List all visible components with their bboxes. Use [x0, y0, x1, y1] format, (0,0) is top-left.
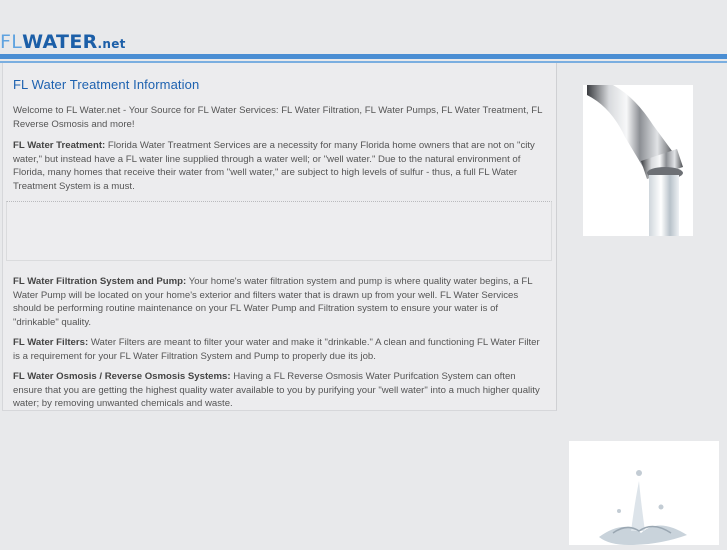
- section-heading: FL Water Osmosis / Reverse Osmosis Systems:: [13, 371, 231, 382]
- faucet-image: [583, 85, 693, 236]
- ad-placeholder: [6, 201, 552, 261]
- page-title: FL Water Treatment Information: [13, 77, 200, 92]
- section-water-treatment: [13, 139, 543, 193]
- intro-paragraph: Welcome to FL Water.net - Your Source for FL Water Services: FL Water Filtration, FL Water Pumps, FL Water Treatment, FL Reverse Osmosis and more!: [13, 105, 543, 130]
- logo-water: WATER: [22, 31, 98, 53]
- section-text: Water Filters are meant to filter your water and make it "drinkable." A clean and functioning FL Water Filter is a requirement for your FL Water Filtration System and Pump to properly due its job.: [13, 337, 540, 362]
- section-text: Your home's water filtration system and pump is where quality water begins, a FL Water Pump will be located on your home's exterior and filters water that is drawn up from your well. FL Water Services should be performing routine maintenance on your FL Water Pump and Filtration system to ensure your water is of "drinkable" quality.: [13, 276, 533, 328]
- section-reverse-osmosis: [13, 370, 543, 411]
- section-heading: FL Water Filtration System and Pump:: [13, 276, 187, 287]
- logo-net: .net: [97, 37, 126, 51]
- section-heading: FL Water Treatment:: [13, 140, 106, 151]
- section-text: Florida Water Treatment Services are a necessity for many Florida home owners that are not on "city water," but instead have a FL water line supplied through a water well; or "well water." Due to the natural environment of Florida, many homes that receive their water from "well water," are subject to high levels of sulfur - thus, a full FL Water Treatment System is a must.: [13, 140, 535, 192]
- site-logo[interactable]: [0, 31, 126, 53]
- logo-fl: FL: [0, 31, 23, 53]
- section-filtration-pump: [13, 275, 543, 329]
- section-water-filters: [13, 336, 543, 363]
- water-splash-image: [569, 441, 719, 545]
- section-heading: FL Water Filters:: [13, 337, 89, 348]
- header-bar: [0, 54, 727, 59]
- section-text: Having a FL Reverse Osmosis Water Purifcation System can often ensure that you are getting the highest quality water available to you by purifying your "well water" into a much higher quality water; by removing unwanted chemicals and waste.: [13, 371, 540, 410]
